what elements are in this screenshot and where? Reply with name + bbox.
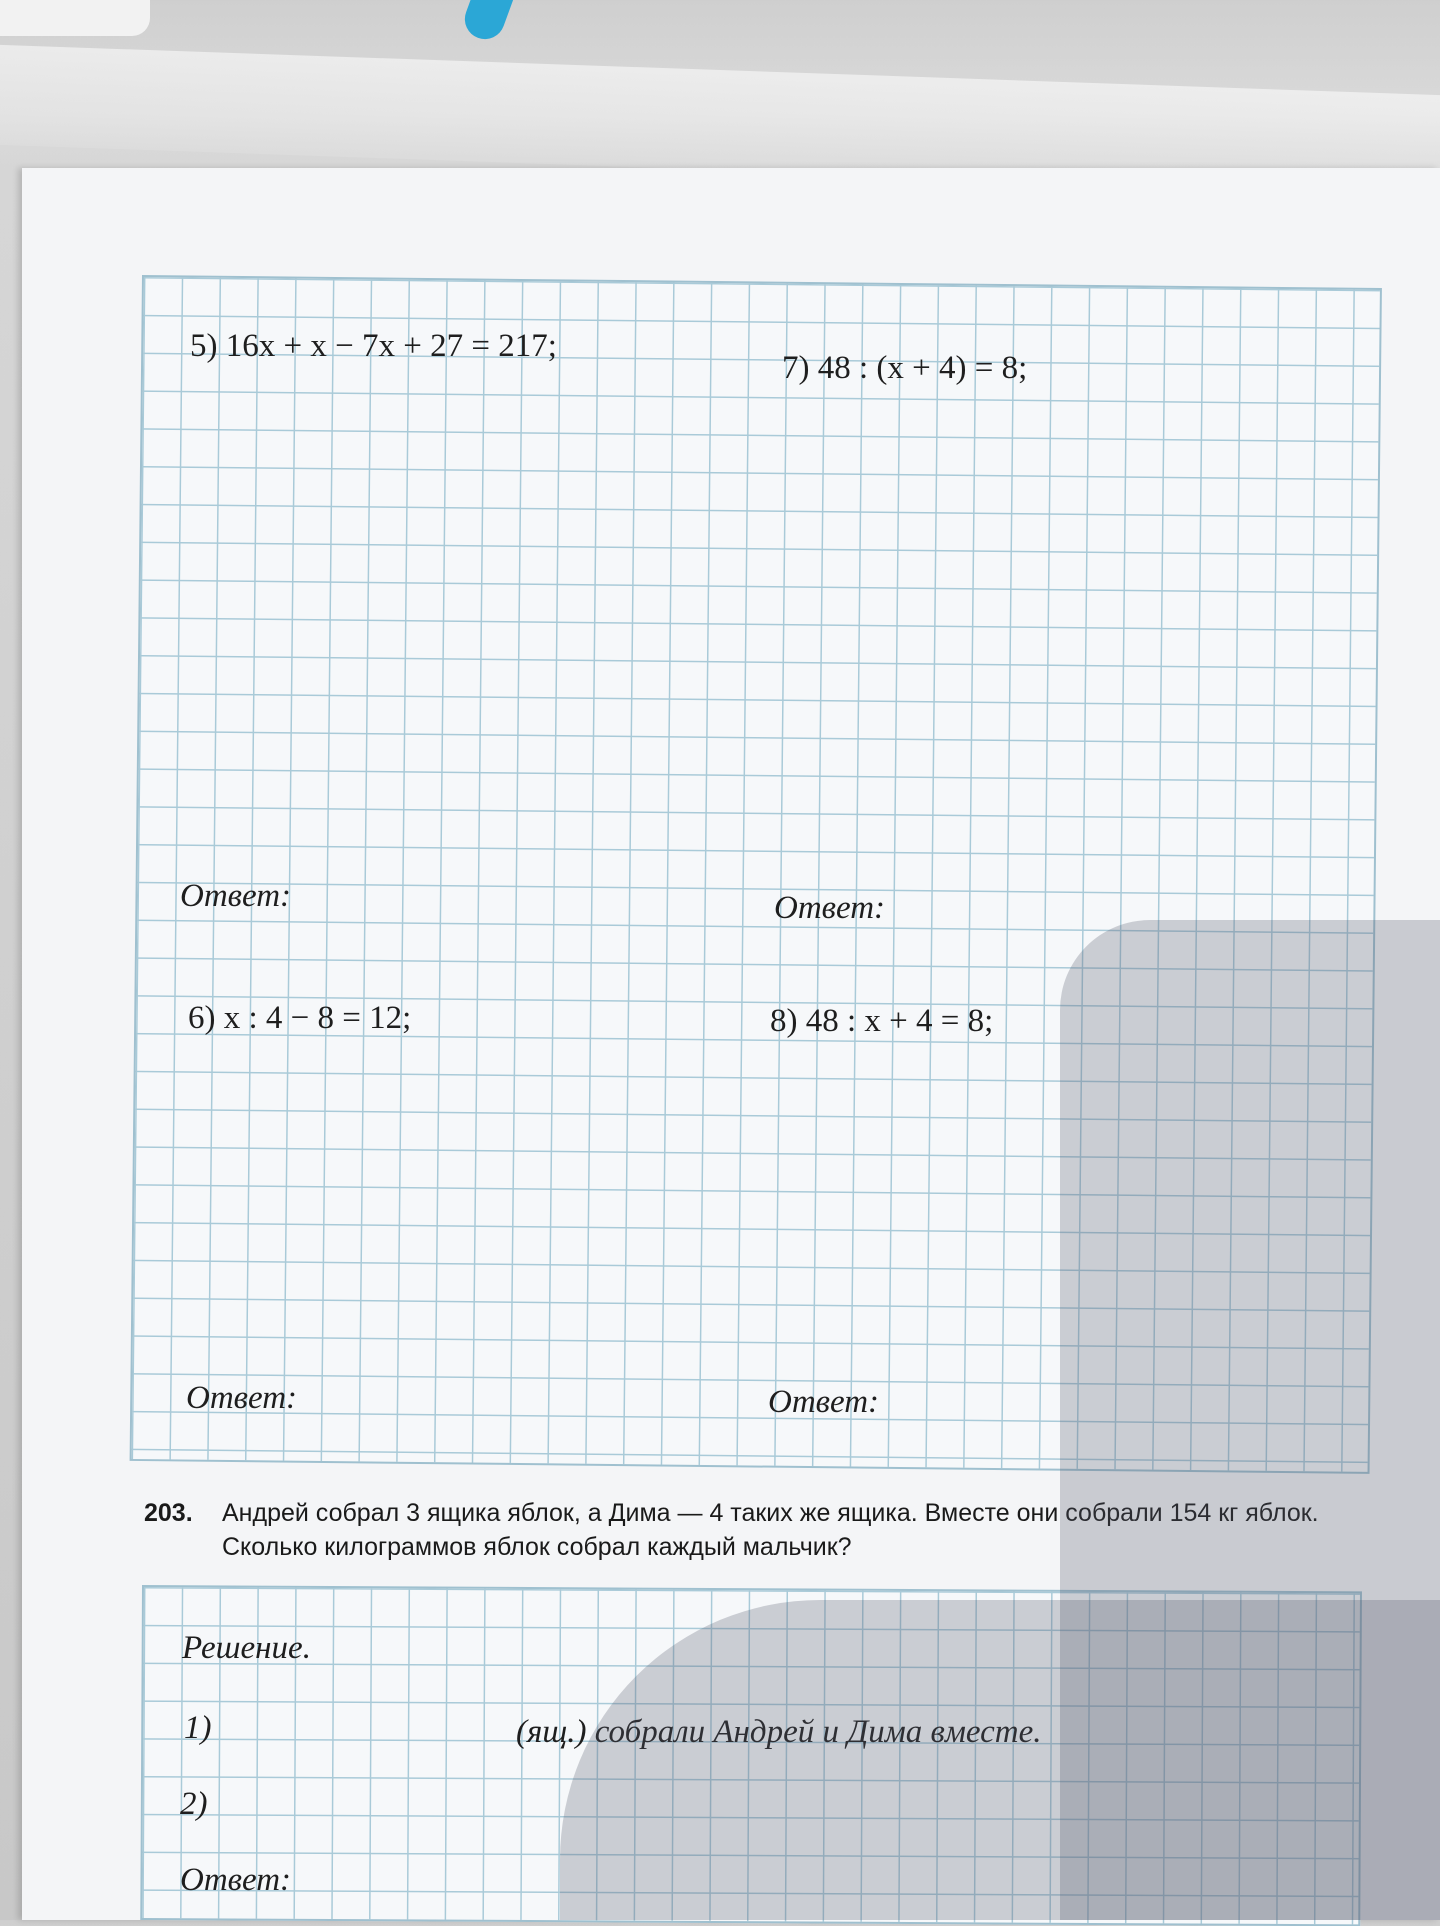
solution-grid (140, 1585, 1362, 1926)
solution-step-1-label: 1) (184, 1710, 212, 1746)
equation-6-text: x : 4 − 8 = 12; (223, 1000, 412, 1036)
task-203 (144, 1496, 1374, 1564)
task-text: Андрей собрал 3 ящика яблок, а Дима — 4 таких же ящика. Вместе они собрали 154 кг яблок. Сколько килограммов яблок собрал каждый мальчик? (222, 1499, 1319, 1561)
equation-5: 5) 16x + x − 7x + 27 = 217; (190, 328, 557, 364)
equation-6: 6) x : 4 − 8 = 12; (188, 1000, 412, 1036)
solution-step-1-text: (ящ.) собрали Андрей и Дима вместе. (516, 1714, 1042, 1750)
answer-label-5: Ответ: (180, 878, 292, 914)
pen-cap (0, 0, 150, 36)
equation-8-text: 48 : x + 4 = 8; (805, 1003, 994, 1039)
equation-5-text: 16x + x − 7x + 27 = 217; (225, 328, 557, 364)
answer-label-8: Ответ: (768, 1384, 880, 1420)
equation-7-text: 48 : (x + 4) = 8; (817, 350, 1028, 386)
task-number: 203. (144, 1499, 193, 1527)
solution-answer-label: Ответ: (180, 1862, 292, 1898)
blue-pen (459, 0, 521, 45)
solution-step-2-label: 2) (180, 1786, 208, 1822)
equations-grid (130, 275, 1382, 1474)
answer-label-6: Ответ: (186, 1380, 298, 1416)
equation-7: 7) 48 : (x + 4) = 8; (782, 350, 1028, 386)
answer-label-7: Ответ: (774, 890, 886, 926)
equation-8: 8) 48 : x + 4 = 8; (770, 1003, 994, 1039)
solution-heading: Решение. (182, 1630, 311, 1666)
